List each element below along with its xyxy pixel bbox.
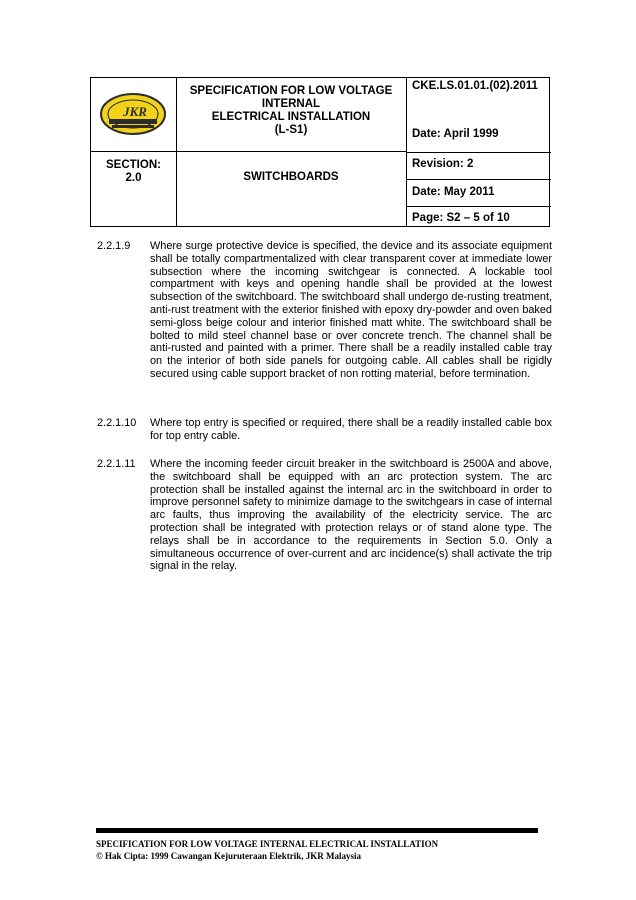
spec-title-line: (L-S1): [274, 124, 308, 136]
header-divider: [406, 206, 551, 207]
clause: [97, 417, 552, 443]
date-revision: Date: May 2011: [412, 186, 495, 198]
document-ref: CKE.LS.01.01.(02).2011: [412, 80, 538, 92]
clause-number: 2.2.1.10: [97, 417, 137, 429]
spec-title-line: INTERNAL: [261, 98, 321, 110]
footer-rule: [96, 828, 538, 833]
header-divider: [406, 152, 551, 153]
spec-title-line: ELECTRICAL INSTALLATION: [211, 111, 371, 123]
jkr-logo-icon: [99, 92, 167, 136]
date-original: Date: April 1999: [412, 128, 499, 140]
section-title: SWITCHBOARDS: [243, 171, 339, 183]
footer-title: SPECIFICATION FOR LOW VOLTAGE INTERNAL ELECTRICAL INSTALLATION: [96, 839, 439, 849]
clause-text: Where surge protective device is specified, the device and its associate equipment shall be totally compartmentalized with clear transparent cover at immediate lower subsection where the incoming switchgear is connected. A lockable tool compartment with keys and opening handle shall be provided at the lowest subsection of the switchboard. The switchboard shall undergo de-rusting treatment, anti-rust treatment with the exterior finished with epoxy dry-powder and oven baked semi-gloss beige colour and interior finished matt white. The switchboard shall be bolted to mild steel channel base or over concrete trench. The channel shall be anti-rusted and painted with a primer. There shall be a readily installed cable tray on the interior of both side panels for outgoing cable. All cables shall be rigidly secured using cable support bracket of non rotting material, before termination.: [150, 240, 552, 380]
header-divider: [91, 151, 406, 152]
logo-text: JKR: [123, 104, 147, 119]
section-number: 2.0: [125, 172, 142, 184]
footer-copyright: © Hak Cipta: 1999 Cawangan Kejuruteraan Elektrik, JKR Malaysia: [96, 851, 361, 861]
revision: Revision: 2: [412, 158, 474, 170]
clause-number: 2.2.1.9: [97, 240, 131, 252]
clause: [97, 458, 552, 573]
clause-number: 2.2.1.11: [97, 458, 136, 470]
page-number: Page: S2 – 5 of 10: [412, 212, 510, 224]
clause: [97, 240, 552, 381]
header-table: [90, 77, 550, 227]
spec-title-line: SPECIFICATION FOR LOW VOLTAGE: [189, 85, 393, 97]
spec-title: [177, 85, 405, 137]
clause-text: Where top entry is specified or required, there shall be a readily installed cable box for top entry cable.: [150, 417, 552, 442]
header-divider: [406, 179, 551, 180]
section-info: [91, 159, 176, 185]
section-label: SECTION:: [106, 159, 161, 171]
clause-text: Where the incoming feeder circuit breaker in the switchboard is 2500A and above, the switchboard shall be equipped with an arc protection system. The arc protection shall be installed against the internal arc in the switchboard in order to improve personnel safety to minimize damage to the switchgears in case of internal arc faults, thus improving the availability of the electricity service. The arc protection shall be integrated with protection relays or of stand alone type. The relays shall be in accordance to the requirements in Section 5.0. Only a simultaneous occurrence of over-current and arc incidence(s) shall activate the trip signal in the relay.: [150, 458, 552, 573]
